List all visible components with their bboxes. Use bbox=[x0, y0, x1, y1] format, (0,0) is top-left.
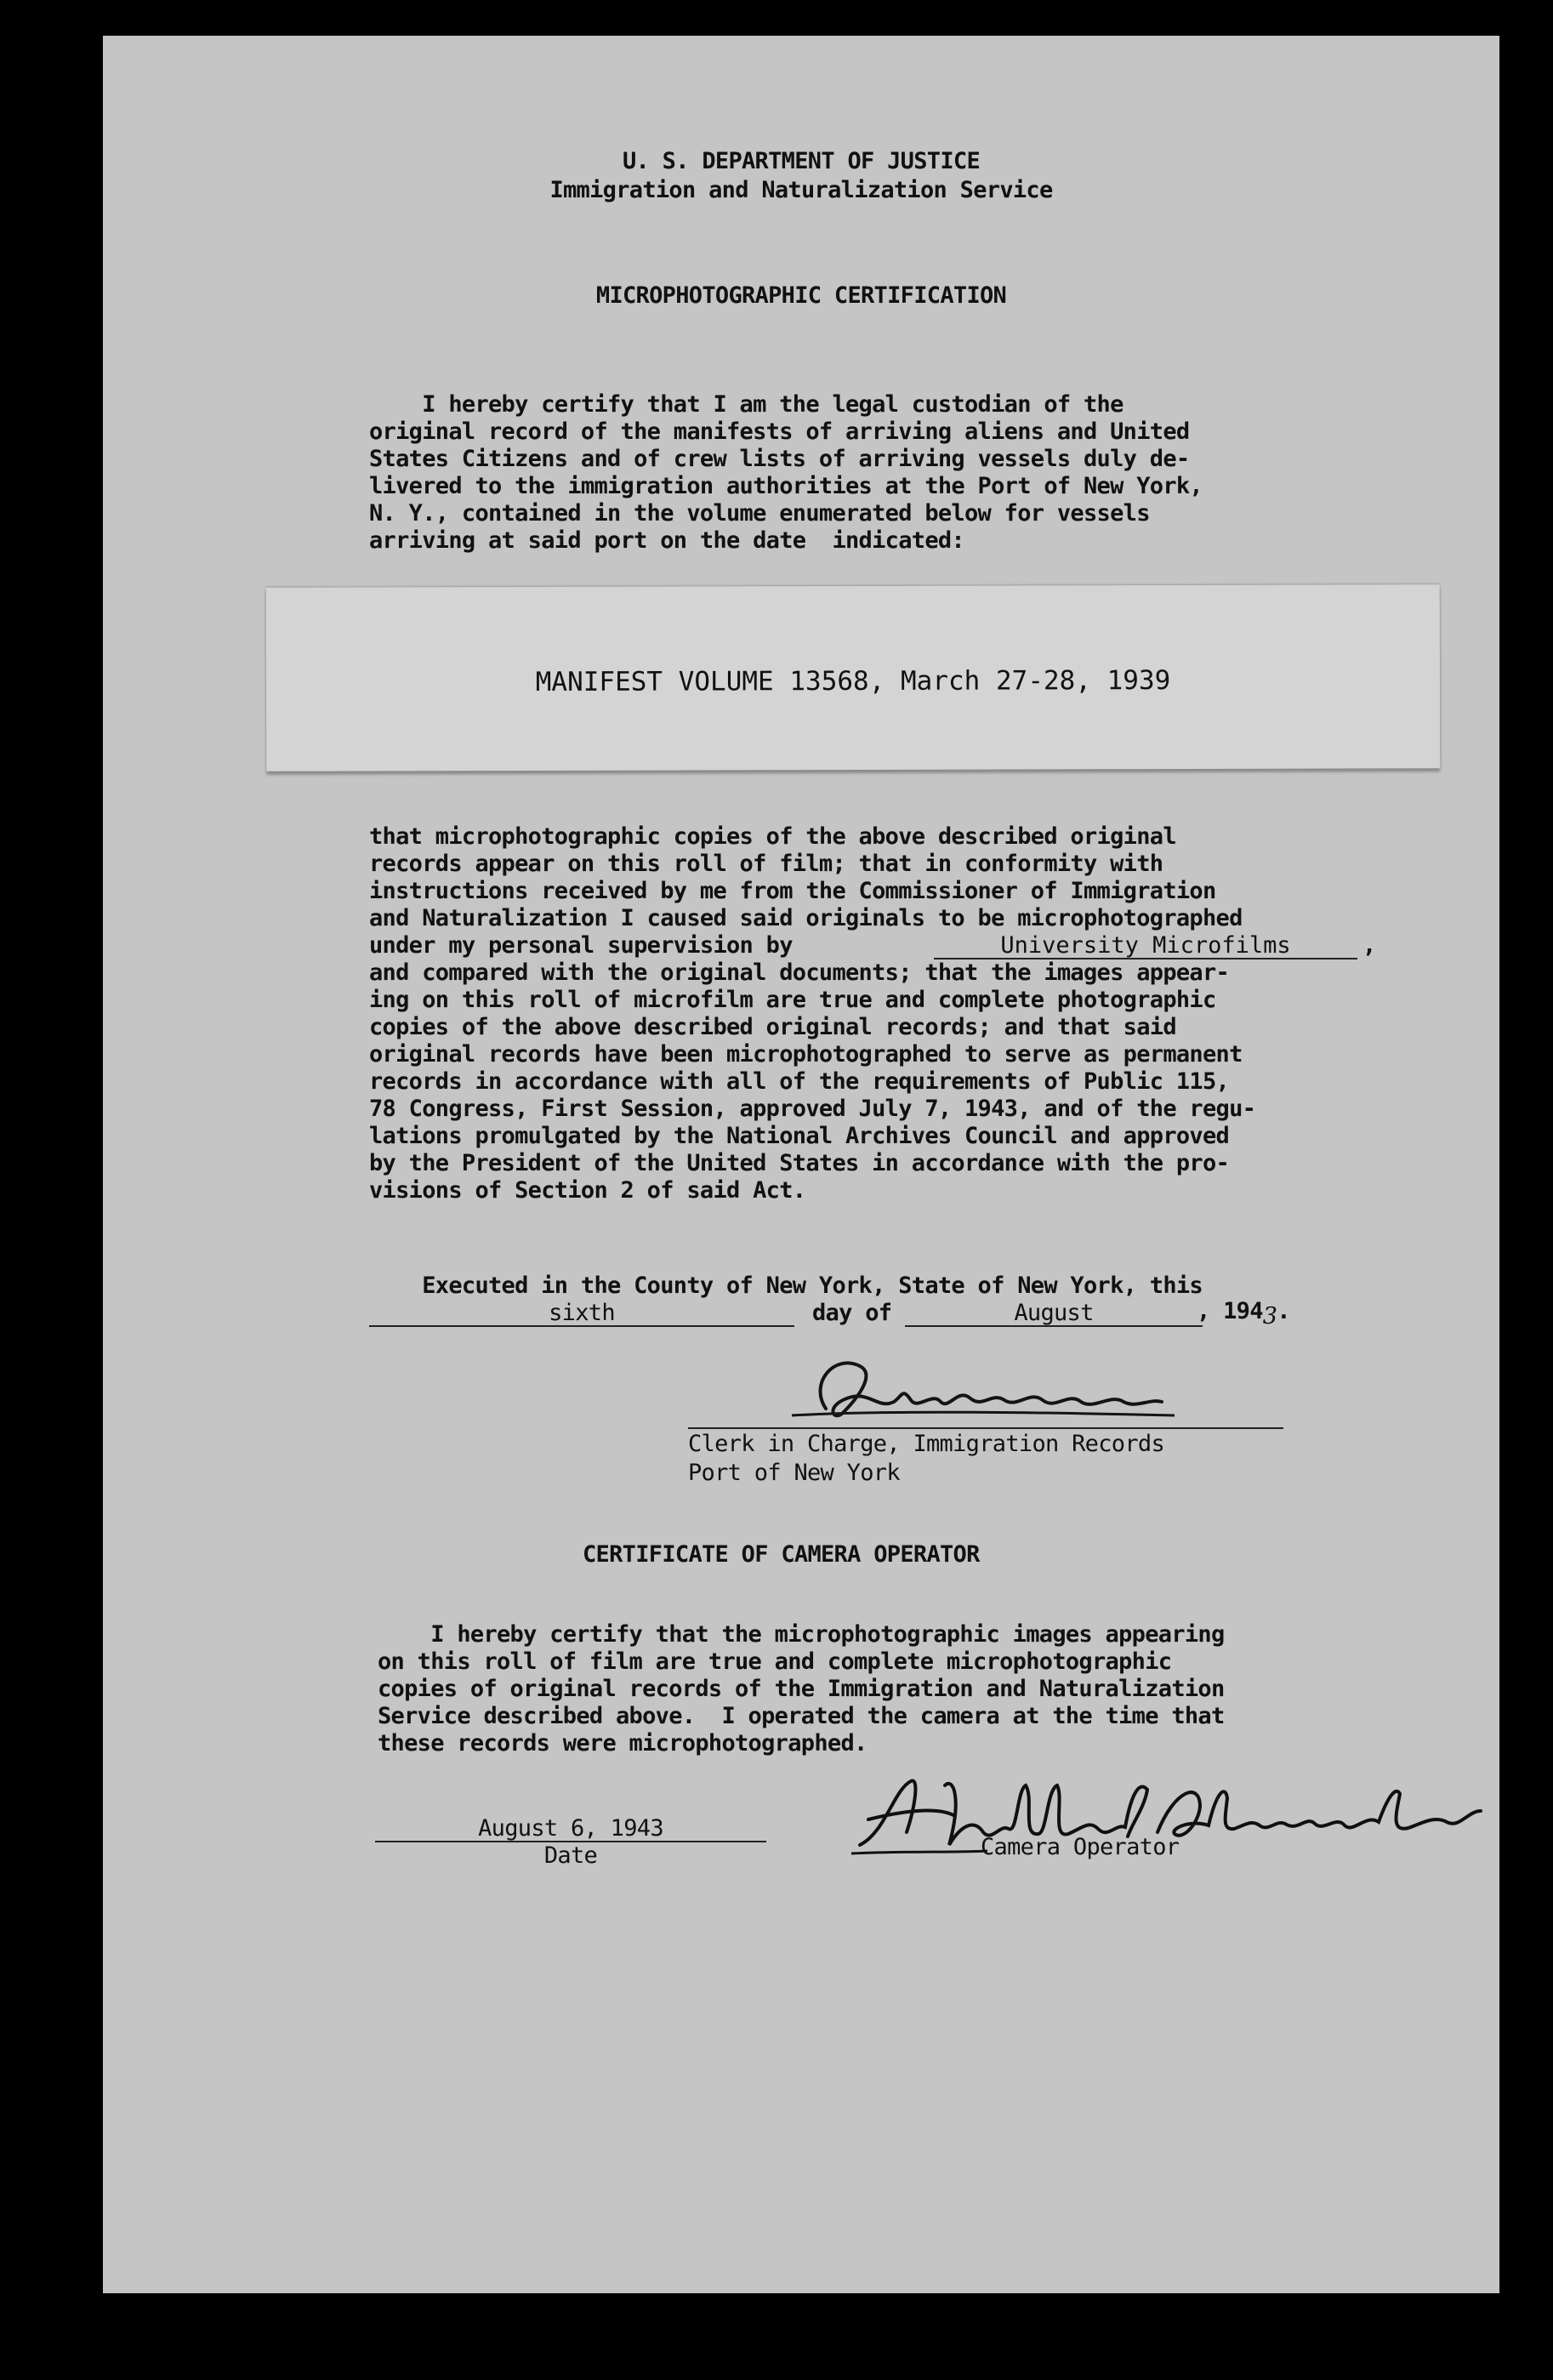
body-line: copies of the above described original records; and that said bbox=[369, 1014, 1176, 1040]
month-rule bbox=[905, 1325, 1203, 1327]
intro-line: arriving at said port on the date indicated: bbox=[369, 527, 964, 554]
supervisor-name: University Microfilms bbox=[1000, 932, 1291, 959]
camera-line: I hereby certify that the microphotographic images appearing bbox=[378, 1621, 1225, 1648]
clerk-port: Port of New York bbox=[688, 1460, 900, 1486]
execution-statement: Executed in the County of New York, State of New York, this bbox=[369, 1273, 1203, 1299]
camera-line: on this roll of film are true and complete microphotographic bbox=[378, 1648, 1172, 1675]
day-value: sixth bbox=[549, 1300, 615, 1326]
year-suffix: . bbox=[1277, 1298, 1290, 1324]
intro-line: livered to the immigration authorities at the Port of New York, bbox=[369, 473, 1203, 499]
body-line: records appear on this roll of film; that in conformity with bbox=[369, 851, 1163, 877]
clerk-title: Clerk in Charge, Immigration Records bbox=[688, 1431, 1164, 1457]
body-line: by the President of the United States in accordance with the pro- bbox=[369, 1150, 1230, 1176]
certification-date: August 6, 1943 bbox=[478, 1815, 663, 1842]
body-line: instructions received by me from the Commissioner of Immigration bbox=[369, 878, 1216, 904]
intro-line: original record of the manifests of arriving aliens and United bbox=[369, 418, 1190, 445]
intro-line: States Citizens and of crew lists of arriving vessels duly de- bbox=[369, 446, 1190, 472]
supervisor-comma: , bbox=[1362, 932, 1376, 959]
body-line: original records have been microphotographed to serve as permanent bbox=[369, 1041, 1243, 1068]
intro-line: I hereby certify that I am the legal custodian of the bbox=[369, 391, 1124, 418]
body-line: lations promulgated by the National Archives Council and approved bbox=[369, 1123, 1230, 1149]
body-line: 78 Congress, First Session, approved July 7, 1943, and of the regu- bbox=[369, 1096, 1256, 1122]
supervisor-rule bbox=[934, 958, 1357, 959]
year-prefix: , 194 bbox=[1197, 1298, 1263, 1324]
manifest-volume-text: MANIFEST VOLUME 13568, March 27-28, 1939 bbox=[535, 665, 1171, 697]
camera-line: these records were microphotographed. bbox=[378, 1730, 868, 1757]
date-label: Date bbox=[543, 1842, 598, 1869]
year-handwritten-digit: 3 bbox=[1262, 1303, 1277, 1329]
body-line: and Naturalization I caused said originals to be microphotographed bbox=[369, 905, 1243, 931]
intro-paragraph bbox=[369, 391, 1203, 555]
manifest-slip bbox=[266, 584, 1441, 772]
month-value: August bbox=[1014, 1300, 1094, 1326]
camera-certificate-heading: CERTIFICATE OF CAMERA OPERATOR bbox=[583, 1541, 980, 1568]
service-heading: Immigration and Naturalization Service bbox=[549, 177, 1053, 203]
body-line: ing on this roll of microfilm are true and complete photographic bbox=[369, 987, 1216, 1013]
body-paragraph bbox=[369, 823, 1376, 1204]
body-line: visions of Section 2 of said Act. bbox=[369, 1177, 806, 1204]
body-line: records in accordance with all of the requirements of Public 115, bbox=[369, 1068, 1230, 1095]
camera-operator-label: Camera Operator bbox=[981, 1834, 1180, 1860]
day-of-label: day of bbox=[812, 1300, 892, 1326]
day-rule bbox=[369, 1325, 794, 1327]
clerk-signature-rule bbox=[688, 1427, 1283, 1429]
department-heading: U. S. DEPARTMENT OF JUSTICE bbox=[623, 148, 980, 174]
body-line: that microphotographic copies of the above described original bbox=[369, 823, 1176, 850]
document-page bbox=[103, 36, 1499, 2293]
intro-line: N. Y., contained in the volume enumerated below for vessels bbox=[369, 500, 1150, 527]
supervision-label: under my personal supervision by bbox=[369, 932, 793, 959]
camera-paragraph bbox=[378, 1621, 1225, 1757]
body-line-supervisor bbox=[369, 932, 1376, 959]
document-title: MICROPHOTOGRAPHIC CERTIFICATION bbox=[595, 282, 1007, 309]
camera-line: Service described above. I operated the camera at the time that bbox=[378, 1703, 1225, 1729]
body-line: and compared with the original documents; that the images appear- bbox=[369, 959, 1230, 986]
camera-line: copies of original records of the Immigration and Naturalization bbox=[378, 1676, 1225, 1702]
year-value bbox=[1197, 1298, 1290, 1329]
